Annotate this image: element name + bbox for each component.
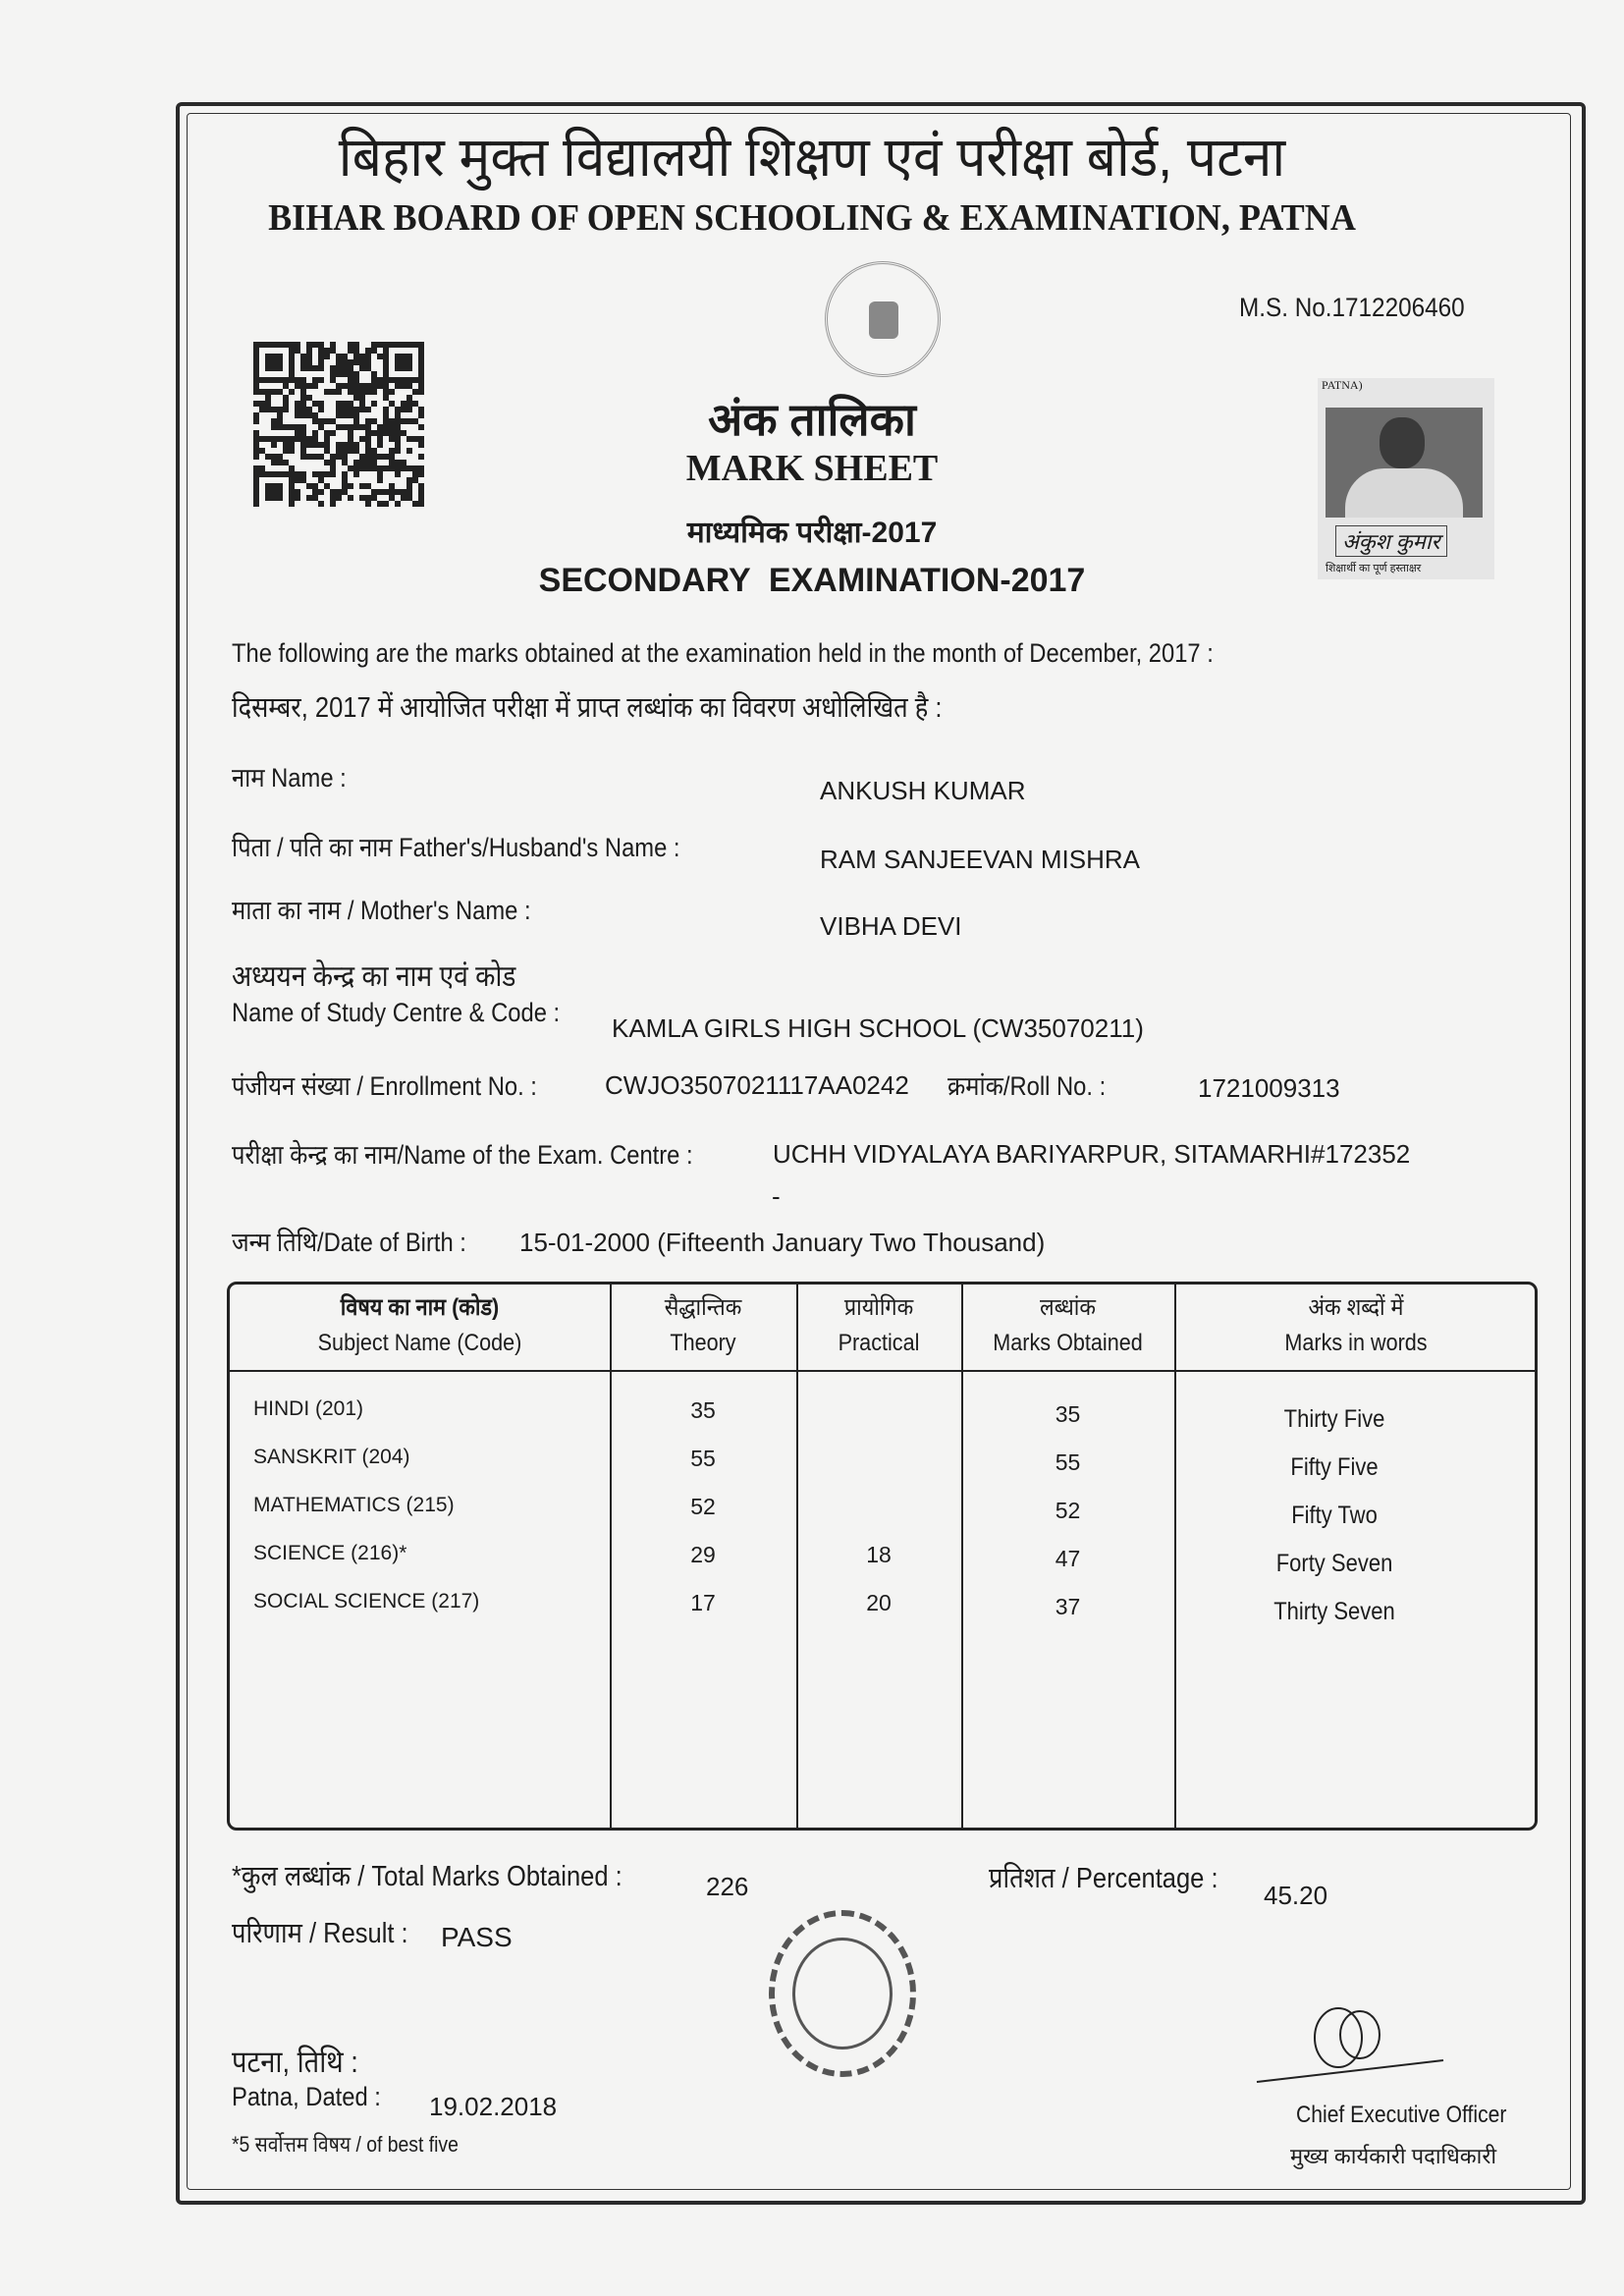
marks-in-words: Fifty Five bbox=[1290, 1453, 1379, 1481]
roll-label: क्रमांक/Roll No. : bbox=[947, 1071, 1107, 1101]
theory-cell: 29 bbox=[690, 1542, 716, 1567]
header-practical: प्रायोगिक Practical bbox=[838, 1294, 920, 1356]
header-theory: सैद्धान्तिक Theory bbox=[664, 1294, 742, 1356]
result-value: PASS bbox=[441, 1922, 513, 1952]
board-seal bbox=[825, 261, 941, 377]
ms-number: M.S. No.1712206460 bbox=[1239, 293, 1465, 322]
marks-table bbox=[227, 1282, 1538, 1831]
marks-cell: 37 bbox=[1055, 1594, 1081, 1619]
photo-signature: अंकुश कुमार bbox=[1335, 525, 1447, 557]
subject-name: MATHEMATICS (215) bbox=[253, 1494, 455, 1516]
exam-title-hindi: माध्यमिक परीक्षा-2017 bbox=[686, 517, 938, 549]
marks-in-words: Forty Seven bbox=[1275, 1550, 1393, 1577]
marks-cell: 55 bbox=[1055, 1449, 1081, 1475]
name-label: नाम Name : bbox=[232, 763, 347, 793]
header-words: अंक शब्दों में Marks in words bbox=[1284, 1294, 1428, 1356]
subject-name: SANSKRIT (204) bbox=[253, 1446, 410, 1468]
practical-cell: 18 bbox=[866, 1542, 892, 1567]
marks-in-words: Thirty Seven bbox=[1273, 1598, 1395, 1625]
subject-name: SOCIAL SCIENCE (217) bbox=[253, 1590, 480, 1613]
place-hindi: पटना, तिथि : bbox=[232, 2045, 358, 2079]
officer-signature bbox=[1252, 1994, 1448, 2087]
header-subject: विषय का नाम (कोड) Subject Name (Code) bbox=[317, 1294, 522, 1356]
marksheet-title-hindi: अंक तालिका bbox=[708, 394, 916, 445]
student-name: ANKUSH KUMAR bbox=[820, 776, 1026, 805]
best-five-note: *5 सर्वोत्तम विषय / of best five bbox=[232, 2132, 459, 2157]
study-centre-value: KAMLA GIRLS HIGH SCHOOL (CW35070211) bbox=[612, 1013, 1144, 1043]
result-label: परिणाम / Result : bbox=[232, 1918, 408, 1949]
total-value: 226 bbox=[706, 1872, 749, 1901]
board-title-hindi: बिहार मुक्त विद्यालयी शिक्षण एवं परीक्षा बोर्ड, पटना bbox=[338, 126, 1286, 188]
roll-value: 1721009313 bbox=[1198, 1073, 1340, 1103]
marks-in-words: Fifty Two bbox=[1291, 1502, 1378, 1529]
father-name: RAM SANJEEVAN MISHRA bbox=[820, 845, 1141, 874]
theory-cell: 52 bbox=[690, 1494, 716, 1519]
marks-in-words: Thirty Five bbox=[1283, 1405, 1385, 1433]
photo-caption-bottom: शिक्षार्थी का पूर्ण हस्ताक्षर bbox=[1326, 563, 1422, 574]
enrollment-value: CWJO3507021117AA0242 bbox=[605, 1070, 909, 1100]
intro-english: The following are the marks obtained at the examination held in the month of December, 2017 : bbox=[232, 638, 1214, 668]
emblem-icon bbox=[869, 301, 898, 339]
dob-label: जन्म तिथि/Date of Birth : bbox=[232, 1228, 466, 1257]
mother-label: माता का नाम / Mother's Name : bbox=[232, 896, 531, 925]
dob-value: 15-01-2000 (Fifteenth January Two Thousand) bbox=[519, 1228, 1046, 1257]
percentage-value: 45.20 bbox=[1264, 1881, 1328, 1910]
issue-date: 19.02.2018 bbox=[429, 2092, 558, 2121]
place-english: Patna, Dated : bbox=[232, 2082, 381, 2111]
intro-hindi: दिसम्बर, 2017 में आयोजित परीक्षा में प्राप्त लब्धांक का विवरण अधोलिखित है : bbox=[232, 692, 943, 724]
theory-cell: 35 bbox=[690, 1397, 716, 1423]
mother-name: VIBHA DEVI bbox=[820, 911, 962, 941]
enrollment-label: पंजीयन संख्या / Enrollment No. : bbox=[232, 1071, 537, 1101]
theory-cell: 17 bbox=[690, 1590, 716, 1615]
official-seal bbox=[769, 1910, 916, 2077]
study-centre-label: Name of Study Centre & Code : bbox=[232, 998, 561, 1027]
study-centre-label-hindi: अध्ययन केन्द्र का नाम एवं कोड bbox=[232, 960, 516, 993]
marksheet-title-english: MARK SHEET bbox=[685, 448, 939, 489]
exam-centre-value: UCHH VIDYALAYA BARIYARPUR, SITAMARHI#172352 bbox=[773, 1139, 1411, 1169]
subject-name: HINDI (201) bbox=[253, 1397, 364, 1420]
marks-cell: 52 bbox=[1055, 1498, 1081, 1523]
percentage-label: प्रतिशत / Percentage : bbox=[989, 1863, 1218, 1894]
exam-centre-label: परीक्षा केन्द्र का नाम/Name of the Exam. Centre : bbox=[232, 1140, 693, 1170]
marks-cell: 47 bbox=[1055, 1546, 1081, 1571]
board-title-english: BIHAR BOARD OF OPEN SCHOOLING & EXAMINATION, PATNA bbox=[268, 197, 1356, 239]
marks-cell: 35 bbox=[1055, 1401, 1081, 1427]
header-marks: लब्धांक Marks Obtained bbox=[993, 1294, 1143, 1356]
officer-title-hindi: मुख्य कार्यकारी पदाधिकारी bbox=[1290, 2144, 1497, 2168]
officer-title-english: Chief Executive Officer bbox=[1296, 2102, 1507, 2128]
total-label: *कुल लब्धांक / Total Marks Obtained : bbox=[232, 1861, 623, 1892]
practical-cell: 20 bbox=[866, 1590, 892, 1615]
theory-cell: 55 bbox=[690, 1446, 716, 1471]
father-label: पिता / पति का नाम Father's/Husband's Name : bbox=[232, 833, 680, 862]
subject-name: SCIENCE (216)* bbox=[253, 1542, 407, 1564]
photo-caption-top: PATNA) bbox=[1322, 378, 1363, 392]
dash: - bbox=[772, 1181, 781, 1211]
exam-title-english: SECONDARY EXAMINATION-2017 bbox=[538, 562, 1086, 599]
